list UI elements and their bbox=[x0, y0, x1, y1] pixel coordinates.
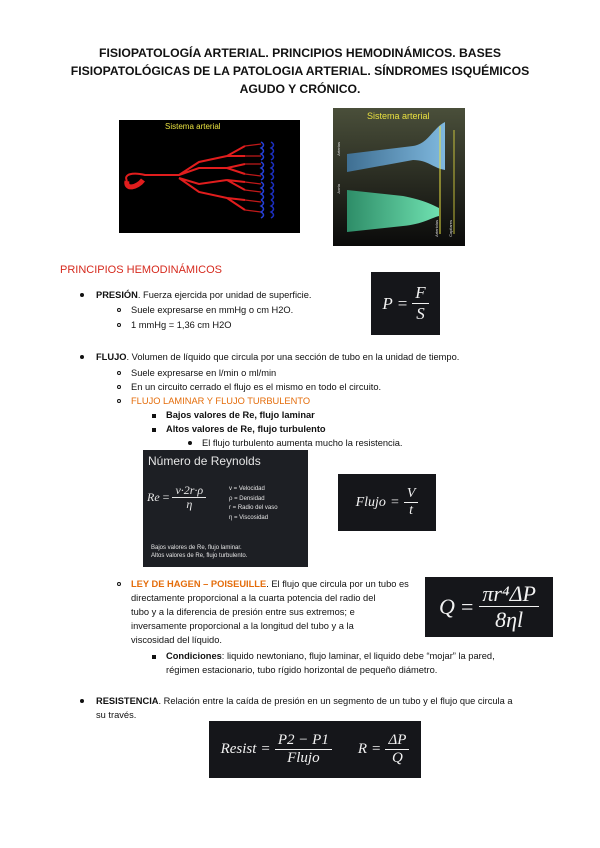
resistencia-formula1-num: P2 − P1 bbox=[275, 732, 332, 750]
flujo-sub-1: Suele expresarse en l/min o ml/min bbox=[131, 368, 277, 378]
resistencia-formula2-num: ΔP bbox=[385, 732, 409, 750]
hagen-conditions-line-2: régimen estacionario, tubo rígido horizontal de pequeño diámetro. bbox=[166, 665, 438, 675]
reynolds-footer-1: Bajos valores de Re, flujo laminar. bbox=[151, 545, 242, 551]
reynolds-box bbox=[143, 450, 308, 567]
arterial-tree-image bbox=[119, 120, 300, 233]
flujo-laminar-item-1: Bajos valores de Re, flujo laminar bbox=[166, 410, 315, 420]
title-line-1: FISIOPATOLOGÍA ARTERIAL. PRINCIPIOS HEMODINÁMICOS. BASES bbox=[99, 46, 501, 60]
hagen-formula-den: 8ηl bbox=[495, 606, 524, 632]
reynolds-legend-4: η = Viscosidad bbox=[229, 514, 269, 521]
presion-sub-1: Suele expresarse en mmHg o cm H2O. bbox=[131, 305, 294, 315]
reynolds-legend bbox=[229, 485, 278, 523]
hagen-line-3: tubo y a la diferencia de presión entre sus extremos; e bbox=[131, 607, 355, 617]
resistencia-formula1-eq: = bbox=[261, 741, 270, 757]
presion-formula-den: S bbox=[416, 303, 425, 323]
hagen-formula bbox=[425, 577, 553, 637]
hagen-heading: LEY DE HAGEN – POISEUILLE bbox=[131, 579, 267, 589]
flujo-formula-lhs: Flujo bbox=[355, 494, 386, 510]
arterial-tree-drawing bbox=[119, 120, 300, 233]
resistencia-line-2: su través. bbox=[96, 710, 137, 720]
reynolds-eq: = bbox=[162, 490, 170, 505]
flujo-text: . Volumen de líquido que circula por una sección de tubo en la unidad de tiempo. bbox=[126, 352, 460, 362]
arterial-profile-label-aorta: Aorta bbox=[336, 184, 341, 194]
reynolds-formula bbox=[147, 484, 206, 512]
arterial-tree-title: Sistema arterial bbox=[165, 122, 221, 131]
resistencia-formula2-eq: = bbox=[372, 741, 381, 757]
hagen-text-1: . El flujo que circula por un tubo es bbox=[266, 579, 409, 589]
bullet-flujo-sub-3 bbox=[117, 399, 121, 403]
reynolds-legend-1: v = Velocidad bbox=[229, 486, 265, 492]
resistencia-formula2-fraction bbox=[385, 732, 409, 767]
flujo-formula-fraction bbox=[404, 486, 419, 518]
resistencia-formula2-lhs: R bbox=[357, 741, 367, 757]
presion-text: . Fuerza ejercida por unidad de superficie. bbox=[137, 290, 312, 300]
bullet-presion-sub-1 bbox=[117, 308, 121, 312]
reynolds-legend-3: r = Radio del vaso bbox=[229, 505, 278, 511]
flujo-laminar-heading: FLUJO LAMINAR Y FLUJO TURBULENTO bbox=[131, 396, 311, 406]
hagen-formula-lhs: Q bbox=[439, 594, 455, 619]
resistencia-term: RESISTENCIA bbox=[96, 696, 159, 706]
hagen-line-2: directamente proporcional a la cuarta potencia del radio del bbox=[131, 593, 376, 603]
hagen-line-1 bbox=[131, 578, 409, 590]
bullet-conditions bbox=[152, 655, 156, 659]
title-line-2: FISIOPATOLÓGICAS DE LA PATOLOGIA ARTERIAL. SÍNDROMES ISQUÉMICOS bbox=[70, 64, 530, 78]
flujo-line bbox=[96, 351, 459, 363]
resistencia-formula1-lhs: Resist bbox=[220, 741, 257, 757]
resistencia-formula1-fraction bbox=[275, 732, 332, 767]
title-line-3: AGUDO Y CRÓNICO. bbox=[239, 82, 361, 96]
page-title bbox=[40, 44, 560, 98]
arterial-profile-label-capilares: Capilares bbox=[448, 220, 453, 237]
bullet-resistencia bbox=[80, 699, 84, 703]
arterial-profile-drawing bbox=[333, 108, 465, 246]
bullet-laminar-1 bbox=[152, 414, 156, 418]
flujo-formula-num: V bbox=[404, 486, 419, 502]
hagen-line-5: viscosidad del líquido. bbox=[131, 635, 222, 645]
hagen-formula-num: πr⁴ΔP bbox=[479, 582, 539, 607]
presion-sub-2: 1 mmHg = 1,36 cm H2O bbox=[131, 320, 232, 330]
reynolds-title: Número de Reynolds bbox=[148, 454, 261, 468]
presion-line bbox=[96, 289, 312, 301]
bullet-flujo-sub-2 bbox=[117, 385, 121, 389]
reynolds-lhs: Re bbox=[147, 490, 160, 505]
reynolds-footer bbox=[151, 544, 247, 560]
arterial-profile-image bbox=[333, 108, 465, 246]
flujo-laminar-item-2: Altos valores de Re, flujo turbulento bbox=[166, 424, 326, 434]
reynolds-den: η bbox=[186, 497, 193, 512]
bullet-flujo-sub-1 bbox=[117, 371, 121, 375]
flujo-formula-eq: = bbox=[390, 494, 399, 510]
arterial-profile-title: Sistema arterial bbox=[367, 111, 430, 121]
resistencia-formula2-den: Q bbox=[392, 749, 403, 766]
presion-formula-eq: = bbox=[397, 293, 408, 313]
bullet-turbulent-note bbox=[188, 441, 192, 445]
hagen-formula-fraction bbox=[479, 582, 539, 632]
resistencia-formula1-den: Flujo bbox=[287, 749, 320, 766]
resistencia-formula bbox=[209, 721, 421, 778]
hagen-conditions-term: Condiciones bbox=[166, 651, 222, 661]
section-heading: PRINCIPIOS HEMODINÁMICOS bbox=[60, 264, 222, 276]
hagen-formula-eq: = bbox=[460, 594, 474, 619]
resistencia-line-1 bbox=[96, 695, 513, 707]
flujo-sub-2: En un circuito cerrado el flujo es el mismo en todo el circuito. bbox=[131, 382, 382, 392]
presion-formula-fraction bbox=[412, 284, 428, 323]
presion-formula bbox=[371, 272, 440, 335]
flujo-term: FLUJO bbox=[96, 352, 127, 362]
reynolds-fraction bbox=[172, 484, 206, 512]
bullet-hagen bbox=[117, 582, 121, 586]
hagen-line-4: inversamente proporcional a la longitud del tubo y a la bbox=[131, 621, 354, 631]
bullet-flujo bbox=[80, 355, 84, 359]
reynolds-legend-2: ρ = Densidad bbox=[229, 495, 265, 502]
bullet-presion bbox=[80, 293, 84, 297]
arterial-profile-label-arterias: Arterias bbox=[336, 142, 341, 156]
hagen-conditions-text: : liquido newtoniano, flujo laminar, el liquido debe “mojar” la pared, bbox=[221, 651, 495, 661]
resistencia-formula-2 bbox=[358, 732, 410, 767]
presion-formula-lhs: P bbox=[382, 293, 393, 313]
arterial-profile-label-arteriolas: Arteriolas bbox=[434, 220, 439, 237]
bullet-laminar-2 bbox=[152, 428, 156, 432]
reynolds-num: v·2r·ρ bbox=[172, 484, 206, 498]
flujo-turbulent-note: El flujo turbulento aumenta mucho la resistencia. bbox=[202, 438, 403, 448]
bullet-presion-sub-2 bbox=[117, 323, 121, 327]
flujo-formula-den: t bbox=[409, 502, 414, 518]
presion-term: PRESIÓN bbox=[96, 290, 138, 300]
presion-formula-num: F bbox=[412, 284, 428, 304]
hagen-conditions-line-1 bbox=[166, 650, 495, 662]
resistencia-text: . Relación entre la caída de presión en un segmento de un tubo y el flujo que circula a bbox=[158, 696, 513, 706]
reynolds-footer-2: Altos valores de Re, flujo turbulento. bbox=[151, 553, 248, 559]
flujo-formula bbox=[338, 474, 436, 531]
resistencia-formula-1 bbox=[221, 732, 332, 767]
